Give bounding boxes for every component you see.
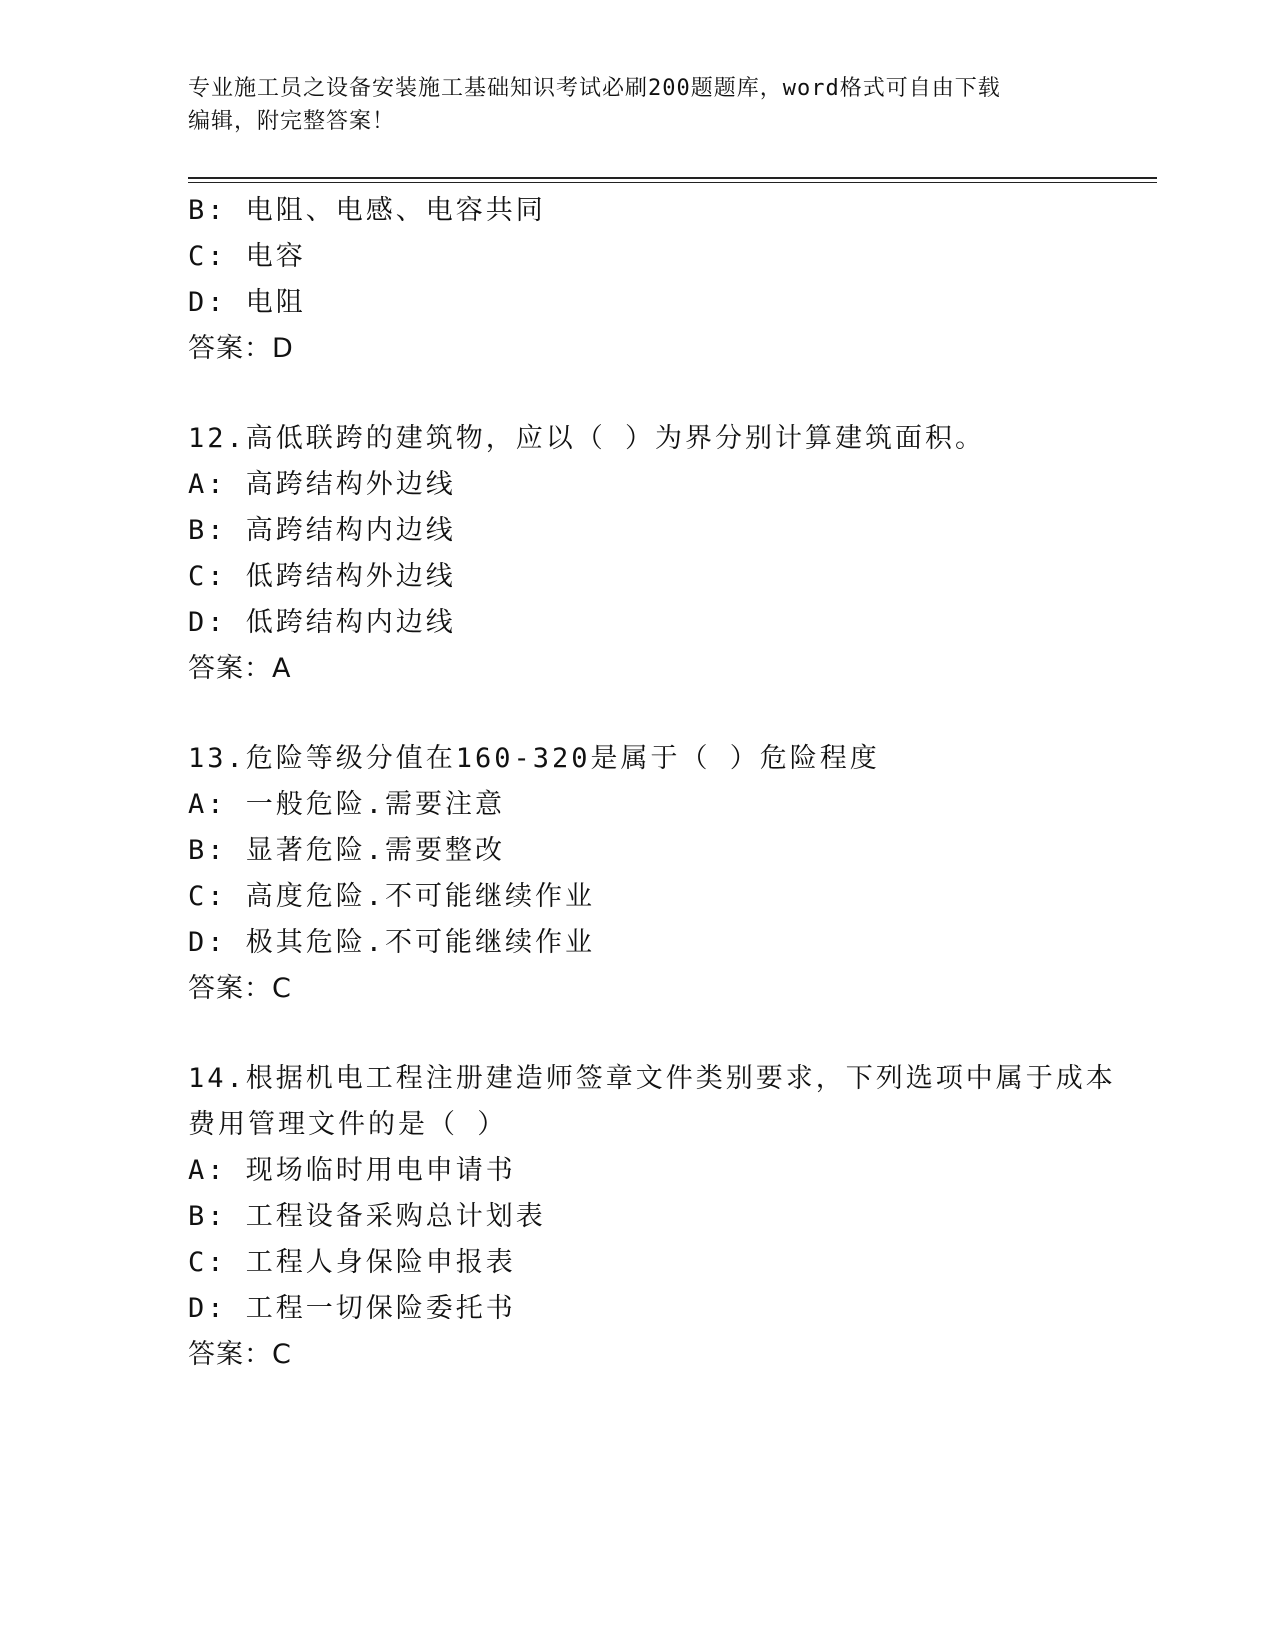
spacer bbox=[188, 1012, 1128, 1056]
question-13 bbox=[188, 736, 1128, 1012]
option-a: A: 高跨结构外边线 bbox=[188, 469, 456, 500]
question-14 bbox=[188, 1056, 1128, 1378]
option-b: B: 显著危险.需要整改 bbox=[188, 835, 506, 866]
option-d: D: 低跨结构内边线 bbox=[188, 607, 456, 638]
header-line-1: 专业施工员之设备安装施工基础知识考试必刷200题题库，word格式可自由下载 bbox=[188, 76, 1001, 101]
option-d: D: 极其危险.不可能继续作业 bbox=[188, 927, 596, 958]
question-12 bbox=[188, 416, 1128, 692]
option-a: A: 一般危险.需要注意 bbox=[188, 789, 506, 820]
document-header bbox=[188, 72, 1068, 138]
question-list bbox=[188, 188, 1128, 1378]
option-c: C: 工程人身保险申报表 bbox=[188, 1247, 516, 1278]
option-d: D: 工程一切保险委托书 bbox=[188, 1293, 516, 1324]
answer-line: 答案：C bbox=[188, 973, 292, 1004]
option-c: C: 低跨结构外边线 bbox=[188, 561, 456, 592]
option-b: B: 高跨结构内边线 bbox=[188, 515, 456, 546]
option-a: A: 现场临时用电申请书 bbox=[188, 1155, 516, 1186]
option-b: B: 工程设备采购总计划表 bbox=[188, 1201, 546, 1232]
question-text: 12.高低联跨的建筑物，应以（ ）为界分别计算建筑面积。 bbox=[188, 423, 986, 454]
answer-line: 答案：D bbox=[188, 333, 294, 364]
option-c: C: 电容 bbox=[188, 241, 306, 272]
header-line-2: 编辑，附完整答案！ bbox=[188, 109, 396, 134]
header-divider-thin bbox=[188, 182, 1157, 183]
answer-line: 答案：A bbox=[188, 653, 292, 684]
option-d: D: 电阻 bbox=[188, 287, 306, 318]
question-text-line-2: 费用管理文件的是（ ） bbox=[188, 1109, 508, 1140]
question-text-line-1: 14.根据机电工程注册建造师签章文件类别要求，下列选项中属于成本 bbox=[188, 1063, 1116, 1094]
option-c: C: 高度危险.不可能继续作业 bbox=[188, 881, 596, 912]
question-11-continued bbox=[188, 188, 1128, 372]
spacer bbox=[188, 692, 1128, 736]
question-text: 13.危险等级分值在160-320是属于（ ）危险程度 bbox=[188, 743, 880, 774]
header-divider bbox=[188, 177, 1157, 179]
option-b: B: 电阻、电感、电容共同 bbox=[188, 195, 546, 226]
answer-line: 答案：C bbox=[188, 1339, 292, 1370]
spacer bbox=[188, 372, 1128, 416]
